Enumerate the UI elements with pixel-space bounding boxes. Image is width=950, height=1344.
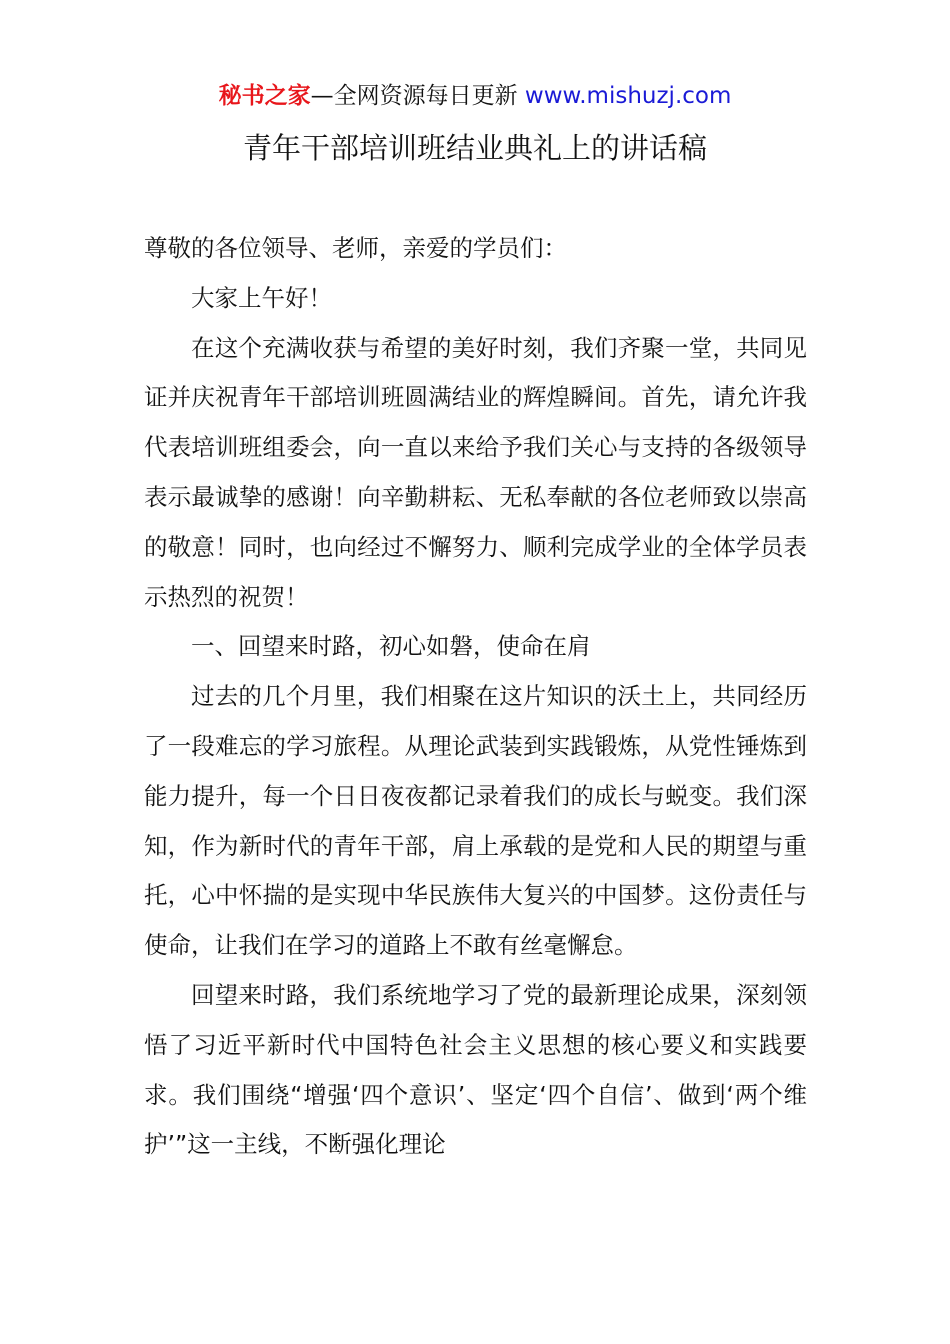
- site-brand: 秘书之家: [218, 83, 311, 109]
- section-heading: 一、回望来时路，初心如磐，使命在肩: [191, 632, 591, 661]
- greeting-paragraph: 大家上午好！: [191, 283, 332, 312]
- body-paragraph: 过去的几个月里，我们相聚在这片知识的沃土上，共同经历了一段难忘的学习旅程。从理论武装到实践锻炼，从党性锤炼到能力提升，每一个日日夜夜都记录着我们的成长与蜕变。我们深知，作为新时代的青年干部，肩上承载的是党和人民的期望与重托，心中怀揣的是实现中华民族伟大复兴的中国梦。这份责任与使命，让我们在学习的道路上不敢有丝毫懈怠。: [144, 682, 807, 960]
- document-title: 青年干部培训班结业典礼上的讲话稿: [242, 131, 707, 165]
- site-tagline: —全网资源每日更新: [310, 83, 518, 109]
- salutation: 尊敬的各位领导、老师，亲爱的学员们：: [144, 234, 567, 262]
- site-header: [0, 80, 950, 112]
- site-url-link[interactable]: www.mishuzj.com: [517, 83, 732, 109]
- body-paragraph: 回望来时路，我们系统地学习了党的最新理论成果，深刻领悟了习近平新时代中国特色社会主义思想的核心要义和实践要求。我们围绕“增强‘四个意识’、坚定‘四个自信’、做到‘两个维护’”这一主线，不断强化理论: [144, 980, 807, 1159]
- body-paragraph: 在这个充满收获与希望的美好时刻，我们齐聚一堂，共同见证并庆祝青年干部培训班圆满结业的辉煌瞬间。首先，请允许我代表培训班组委会，向一直以来给予我们关心与支持的各级领导表示最诚挚的感谢！向辛勤耕耘、无私奉献的各位老师致以崇高的敬意！同时，也向经过不懈努力、顺利完成学业的全体学员表示热烈的祝贺！: [144, 333, 807, 611]
- document-body: [144, 224, 807, 1170]
